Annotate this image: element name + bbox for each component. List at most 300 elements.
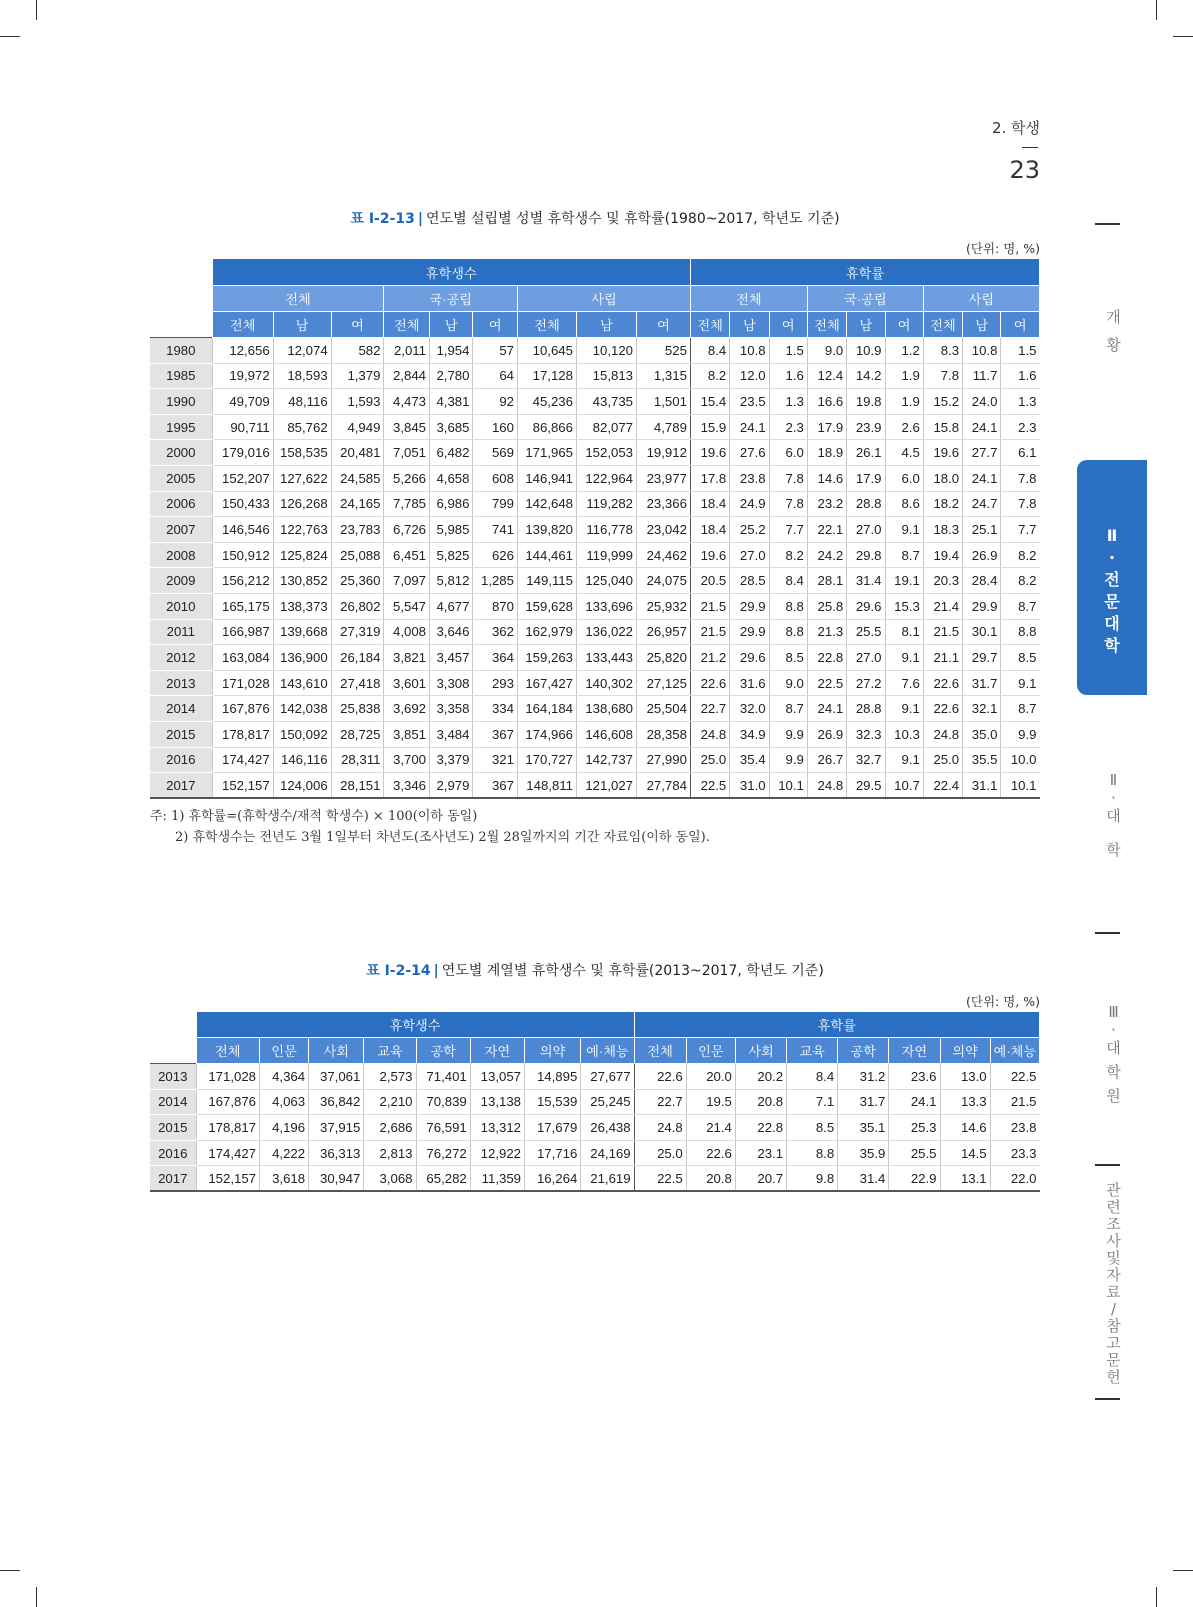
table-cell: 19,912 [637, 440, 691, 466]
table-cell: 10.7 [885, 773, 923, 799]
table-row [150, 773, 1040, 799]
table2-col-header: 전체 [634, 1038, 686, 1064]
table1-col-female: 여 [885, 312, 923, 338]
row-year: 2012 [150, 645, 212, 671]
table-row [150, 645, 1040, 671]
table-cell: 19.5 [686, 1089, 735, 1115]
sidebar-tab-overview[interactable] [1080, 305, 1147, 357]
table-cell: 31.1 [963, 773, 1001, 799]
table1-sub-total: 전체 [690, 286, 807, 312]
sidebar-tab-char: 원 [1106, 1087, 1121, 1105]
table-row [150, 670, 1040, 696]
table-cell: 3,068 [364, 1166, 416, 1192]
table-cell: 1,501 [637, 389, 691, 415]
table-cell: 2,813 [364, 1140, 416, 1166]
table-cell: 30,947 [309, 1166, 364, 1192]
table-cell: 27.0 [847, 645, 885, 671]
table-cell: 23,783 [331, 517, 384, 543]
table-row [150, 440, 1040, 466]
table-cell: 15,539 [525, 1089, 581, 1115]
table-cell: 12.0 [730, 363, 769, 389]
table-cell: 146,941 [517, 465, 576, 491]
table-cell: 27.2 [847, 670, 885, 696]
row-year: 2016 [150, 747, 212, 773]
table-cell: 1.3 [1001, 389, 1040, 415]
sidebar-divider [1095, 223, 1120, 225]
table-cell: 13.0 [940, 1064, 990, 1090]
table-cell: 156,212 [212, 568, 273, 594]
table2-col-header: 자연 [470, 1038, 524, 1064]
sidebar-tab-university[interactable] [1080, 768, 1147, 862]
table-cell: 1,315 [637, 363, 691, 389]
table-cell: 22.6 [690, 670, 729, 696]
table-cell: 70,839 [416, 1089, 470, 1115]
table-cell: 9.1 [885, 747, 923, 773]
table-cell: 22.5 [690, 773, 729, 799]
table-cell: 8.5 [769, 645, 807, 671]
table-cell: 4,789 [637, 414, 691, 440]
table-cell: 608 [473, 465, 518, 491]
sidebar-tab-char: Ⅲ [1108, 1003, 1119, 1021]
table-cell: 6,986 [430, 491, 473, 517]
table-row [150, 491, 1040, 517]
sidebar-tab-char: · [1111, 789, 1116, 807]
table-cell: 25.5 [889, 1140, 940, 1166]
table2-caption-title: 연도별 계열별 휴학생수 및 휴학률(2013~2017, 학년도 기준) [441, 963, 824, 979]
table-cell: 4,364 [259, 1064, 308, 1090]
table-cell: 28.5 [730, 568, 769, 594]
table-cell: 25.0 [923, 747, 962, 773]
table-cell: 10.8 [963, 338, 1001, 364]
table-cell: 22.5 [807, 670, 846, 696]
table-cell: 21.2 [690, 645, 729, 671]
table-cell: 8.8 [787, 1140, 838, 1166]
table-cell: 35.0 [963, 721, 1001, 747]
table-cell: 18.2 [923, 491, 962, 517]
sidebar-tab-char: 조 [1106, 1215, 1121, 1233]
table2-col-header: 교육 [364, 1038, 416, 1064]
sidebar-tab-char: 및 [1106, 1249, 1121, 1267]
table-cell: 149,115 [517, 568, 576, 594]
table-cell: 146,608 [576, 721, 636, 747]
table-cell: 367 [473, 721, 518, 747]
table2-col-header: 전체 [196, 1038, 259, 1064]
sidebar-tab-char: 련 [1106, 1198, 1121, 1216]
note-2: 2) 휴학생수는 전년도 3월 1일부터 차년도(조사년도) 2월 28일까지의 기간 자료임(이하 동일). [175, 830, 710, 845]
sidebar-tab-char: 학 [1104, 636, 1120, 655]
table-cell: 8.4 [769, 568, 807, 594]
table-cell: 167,427 [517, 670, 576, 696]
table2-unit: (단위: 명, %) [966, 994, 1040, 1009]
table-cell: 1.2 [885, 338, 923, 364]
table-cell: 25.2 [730, 517, 769, 543]
table-cell: 20.0 [686, 1064, 735, 1090]
table1-col-female: 여 [473, 312, 518, 338]
table2-group-leave-rate: 휴학률 [634, 1012, 1039, 1038]
table-cell: 25,088 [331, 542, 384, 568]
table-row [150, 568, 1040, 594]
table-cell: 11.7 [963, 363, 1001, 389]
table-cell: 178,817 [212, 721, 273, 747]
row-year: 2007 [150, 517, 212, 543]
table-cell: 35.5 [963, 747, 1001, 773]
table-cell: 27,677 [581, 1064, 634, 1090]
table-cell: 1.5 [1001, 338, 1040, 364]
table-cell: 24,165 [331, 491, 384, 517]
table-cell: 8.2 [1001, 542, 1040, 568]
table-cell: 24.1 [807, 696, 846, 722]
sidebar-tab-char: Ⅱ [1106, 526, 1118, 545]
row-year: 1980 [150, 338, 212, 364]
table-cell: 9.9 [1001, 721, 1040, 747]
table-cell: 7.7 [769, 517, 807, 543]
table-cell: 22.4 [923, 773, 962, 799]
table-cell: 150,433 [212, 491, 273, 517]
table-cell: 82,077 [576, 414, 636, 440]
sidebar-tab-char: 개 [1106, 308, 1121, 326]
table-cell: 3,692 [384, 696, 430, 722]
row-year: 2011 [150, 619, 212, 645]
table1-unit: (단위: 명, %) [966, 241, 1040, 256]
table2-col-header: 공학 [416, 1038, 470, 1064]
table-cell: 23.8 [990, 1115, 1039, 1141]
table-cell: 14.2 [847, 363, 885, 389]
table-cell: 26,802 [331, 593, 384, 619]
table-cell: 25.3 [889, 1115, 940, 1141]
table1-col-total: 전체 [923, 312, 962, 338]
table-cell: 8.5 [787, 1115, 838, 1141]
table-cell: 21,619 [581, 1166, 634, 1192]
table-cell: 28.1 [807, 568, 846, 594]
table-cell: 24.1 [889, 1089, 940, 1115]
caption-separator: | [417, 211, 424, 227]
table-cell: 6,482 [430, 440, 473, 466]
table-cell: 13,138 [470, 1089, 524, 1115]
table-cell: 36,313 [309, 1140, 364, 1166]
table-cell: 22.6 [923, 696, 962, 722]
table2-col-header: 예·체능 [990, 1038, 1039, 1064]
table-cell: 9.1 [885, 645, 923, 671]
table-cell: 15.3 [885, 593, 923, 619]
table1-col-male: 남 [730, 312, 769, 338]
table-cell: 7.8 [1001, 491, 1040, 517]
table-cell: 20.8 [735, 1089, 786, 1115]
table-cell: 6,451 [384, 542, 430, 568]
sidebar-tab-char: 황 [1106, 336, 1121, 354]
table-cell: 27.0 [730, 542, 769, 568]
table-cell: 8.4 [690, 338, 729, 364]
table-cell: 3,700 [384, 747, 430, 773]
crop-mark [1173, 1570, 1193, 1571]
table-cell: 26,184 [331, 645, 384, 671]
table-cell: 28,358 [637, 721, 691, 747]
table-cell: 4,949 [331, 414, 384, 440]
table-cell: 26,438 [581, 1115, 634, 1141]
table-cell: 18,593 [273, 363, 331, 389]
table-cell: 116,778 [576, 517, 636, 543]
table-cell: 6,726 [384, 517, 430, 543]
table-cell: 25,360 [331, 568, 384, 594]
table2-col-header: 인문 [259, 1038, 308, 1064]
table-cell: 9.1 [1001, 670, 1040, 696]
table-cell: 1,379 [331, 363, 384, 389]
table-cell: 26.7 [807, 747, 846, 773]
table-cell: 124,006 [273, 773, 331, 799]
table1-col-female: 여 [1001, 312, 1040, 338]
table2-col-header: 예·체능 [581, 1038, 634, 1064]
table-cell: 2,844 [384, 363, 430, 389]
table-cell: 16.6 [807, 389, 846, 415]
table-cell: 3,358 [430, 696, 473, 722]
page-number: 23 [1009, 156, 1040, 184]
table-cell: 4,222 [259, 1140, 308, 1166]
table-cell: 7.6 [885, 670, 923, 696]
row-year: 2014 [150, 696, 212, 722]
table-cell: 9.0 [769, 670, 807, 696]
table-cell: 29.5 [847, 773, 885, 799]
table-cell: 23.5 [730, 389, 769, 415]
table-cell: 49,709 [212, 389, 273, 415]
table-cell: 32.0 [730, 696, 769, 722]
table-cell: 23.9 [847, 414, 885, 440]
crop-mark [1156, 0, 1157, 20]
table-row [150, 1064, 1040, 1090]
table-cell: 26.9 [963, 542, 1001, 568]
table-cell: 14.6 [807, 465, 846, 491]
table-cell: 4,196 [259, 1115, 308, 1141]
table-cell: 24.1 [963, 465, 1001, 491]
table-cell: 18.4 [690, 517, 729, 543]
table-cell: 29.6 [847, 593, 885, 619]
table-cell: 18.0 [923, 465, 962, 491]
table2-col-header: 교육 [787, 1038, 838, 1064]
table-cell: 7.8 [1001, 465, 1040, 491]
table-cell: 30.1 [963, 619, 1001, 645]
table-cell: 1.3 [769, 389, 807, 415]
header-divider [1022, 147, 1038, 148]
table-cell: 3,845 [384, 414, 430, 440]
table-cell: 162,979 [517, 619, 576, 645]
table-cell: 10.9 [847, 338, 885, 364]
table-cell: 22.6 [634, 1064, 686, 1090]
table-cell: 167,876 [212, 696, 273, 722]
table-cell: 8.5 [1001, 645, 1040, 671]
table2-col-header: 인문 [686, 1038, 735, 1064]
table-cell: 29.9 [963, 593, 1001, 619]
table-cell: 8.6 [885, 491, 923, 517]
table-cell: 7,785 [384, 491, 430, 517]
table-cell: 150,912 [212, 542, 273, 568]
table-cell: 127,622 [273, 465, 331, 491]
table1-col-male: 남 [576, 312, 636, 338]
table1-col-total: 전체 [212, 312, 273, 338]
caption-separator: | [433, 963, 439, 979]
table-cell: 18.4 [690, 491, 729, 517]
table-cell: 171,028 [196, 1064, 259, 1090]
table-cell: 122,964 [576, 465, 636, 491]
table-cell: 3,851 [384, 721, 430, 747]
sidebar-tab-char: 문 [1106, 1351, 1121, 1369]
table-cell: 28,311 [331, 747, 384, 773]
table-cell: 142,038 [273, 696, 331, 722]
row-year: 2006 [150, 491, 212, 517]
table-cell: 71,401 [416, 1064, 470, 1090]
table-cell: 26.9 [807, 721, 846, 747]
table-cell: 160 [473, 414, 518, 440]
table-cell: 90,711 [212, 414, 273, 440]
row-year: 1995 [150, 414, 212, 440]
table-cell: 20.3 [923, 568, 962, 594]
table-cell: 24.8 [807, 773, 846, 799]
table-cell: 174,427 [196, 1140, 259, 1166]
table-cell: 133,696 [576, 593, 636, 619]
table-cell: 139,668 [273, 619, 331, 645]
table-cell: 37,915 [309, 1115, 364, 1141]
sidebar-tab-char: 학 [1106, 841, 1121, 859]
table-cell: 10.8 [730, 338, 769, 364]
row-year: 2010 [150, 593, 212, 619]
table1-sub-national: 국·공립 [807, 286, 923, 312]
table-cell: 25.8 [807, 593, 846, 619]
table-cell: 21.3 [807, 619, 846, 645]
table-cell: 4,677 [430, 593, 473, 619]
table-cell: 15.8 [923, 414, 962, 440]
table1-sub-national: 국·공립 [384, 286, 518, 312]
table-cell: 28,725 [331, 721, 384, 747]
table-cell: 5,547 [384, 593, 430, 619]
table-cell: 19.6 [690, 542, 729, 568]
table-cell: 25.0 [690, 747, 729, 773]
table1-col-male: 남 [273, 312, 331, 338]
table-cell: 133,443 [576, 645, 636, 671]
table-cell: 76,591 [416, 1115, 470, 1141]
table-cell: 20.7 [735, 1166, 786, 1192]
table-row [150, 338, 1040, 364]
table-cell: 22.0 [990, 1166, 1039, 1192]
table1-caption-title: 연도별 설립별 성별 휴학생수 및 휴학률(1980~2017, 학년도 기준) [426, 211, 840, 227]
sidebar-tab-char: 문 [1104, 592, 1120, 611]
table-cell: 27,784 [637, 773, 691, 799]
table-cell: 159,628 [517, 593, 576, 619]
table1-col-female: 여 [769, 312, 807, 338]
table-cell: 29.6 [730, 645, 769, 671]
table-cell: 178,817 [196, 1115, 259, 1141]
table2-col-header: 사회 [309, 1038, 364, 1064]
table-cell: 22.6 [686, 1140, 735, 1166]
table-cell: 16,264 [525, 1166, 581, 1192]
row-year: 2015 [150, 721, 212, 747]
table-cell: 1.6 [769, 363, 807, 389]
row-year: 2017 [150, 773, 212, 799]
table-cell: 4,063 [259, 1089, 308, 1115]
table-cell: 171,028 [212, 670, 273, 696]
table-cell: 367 [473, 773, 518, 799]
sidebar-tab-references[interactable] [1080, 1182, 1147, 1386]
table-row [150, 542, 1040, 568]
table-cell: 28.8 [847, 491, 885, 517]
table2-col-header: 의약 [940, 1038, 990, 1064]
table-cell: 5,985 [430, 517, 473, 543]
note-1: 주: 1) 휴학률=(휴학생수/재적 학생수) × 100(이하 동일) [150, 809, 478, 824]
table-cell: 25.0 [634, 1140, 686, 1166]
table-cell: 21.1 [923, 645, 962, 671]
table-cell: 24,075 [637, 568, 691, 594]
table-cell: 525 [637, 338, 691, 364]
table-cell: 22.8 [735, 1115, 786, 1141]
sidebar-divider [1095, 1398, 1120, 1400]
table-cell: 8.7 [1001, 696, 1040, 722]
row-year: 2013 [150, 1064, 196, 1090]
table1-caption-tag: 표 Ⅰ-2-13 [350, 211, 415, 227]
table-cell: 23.1 [735, 1140, 786, 1166]
table-cell: 26,957 [637, 619, 691, 645]
table-cell: 8.8 [769, 619, 807, 645]
table-cell: 22.7 [634, 1089, 686, 1115]
table-cell: 7.8 [769, 491, 807, 517]
table-cell: 32.7 [847, 747, 885, 773]
sidebar-tab-char: 료 [1106, 1283, 1121, 1301]
table-cell: 23.8 [730, 465, 769, 491]
table-cell: 24.8 [690, 721, 729, 747]
table-row [150, 1140, 1040, 1166]
table-cell: 22.7 [690, 696, 729, 722]
table-cell: 870 [473, 593, 518, 619]
table-cell: 8.7 [769, 696, 807, 722]
sidebar-tab-char: 관 [1106, 1181, 1121, 1199]
table-cell: 8.7 [885, 542, 923, 568]
table-cell: 15.9 [690, 414, 729, 440]
table-cell: 35.4 [730, 747, 769, 773]
table-cell: 136,900 [273, 645, 331, 671]
table-cell: 22.1 [807, 517, 846, 543]
table1-col-male: 남 [963, 312, 1001, 338]
table-cell: 146,546 [212, 517, 273, 543]
table-cell: 25.1 [963, 517, 1001, 543]
table-cell: 29.9 [730, 593, 769, 619]
table-cell: 4,473 [384, 389, 430, 415]
table-cell: 8.7 [1001, 593, 1040, 619]
table-cell: 15,813 [576, 363, 636, 389]
table-cell: 119,999 [576, 542, 636, 568]
table-cell: 64 [473, 363, 518, 389]
table1-col-total: 전체 [517, 312, 576, 338]
table-cell: 23,366 [637, 491, 691, 517]
sidebar-tab-graduate[interactable] [1080, 1000, 1147, 1108]
table-cell: 29.9 [730, 619, 769, 645]
table-cell: 27.7 [963, 440, 1001, 466]
table-cell: 1.6 [1001, 363, 1040, 389]
table-cell: 23.6 [889, 1064, 940, 1090]
table-cell: 119,282 [576, 491, 636, 517]
table-cell: 31.2 [838, 1064, 889, 1090]
table-cell: 24,585 [331, 465, 384, 491]
row-year: 2000 [150, 440, 212, 466]
table-cell: 45,236 [517, 389, 576, 415]
table-cell: 2.3 [769, 414, 807, 440]
table-cell: 126,268 [273, 491, 331, 517]
table-cell: 3,601 [384, 670, 430, 696]
table-cell: 10.3 [885, 721, 923, 747]
table-cell: 13.3 [940, 1089, 990, 1115]
row-year: 1990 [150, 389, 212, 415]
table-cell: 22.8 [807, 645, 846, 671]
table-row [150, 1089, 1040, 1115]
table-cell: 43,735 [576, 389, 636, 415]
table-cell: 2,011 [384, 338, 430, 364]
table-cell: 22.5 [990, 1064, 1039, 1090]
table-cell: 3,618 [259, 1166, 308, 1192]
sidebar-tab-char: 참 [1106, 1317, 1121, 1335]
